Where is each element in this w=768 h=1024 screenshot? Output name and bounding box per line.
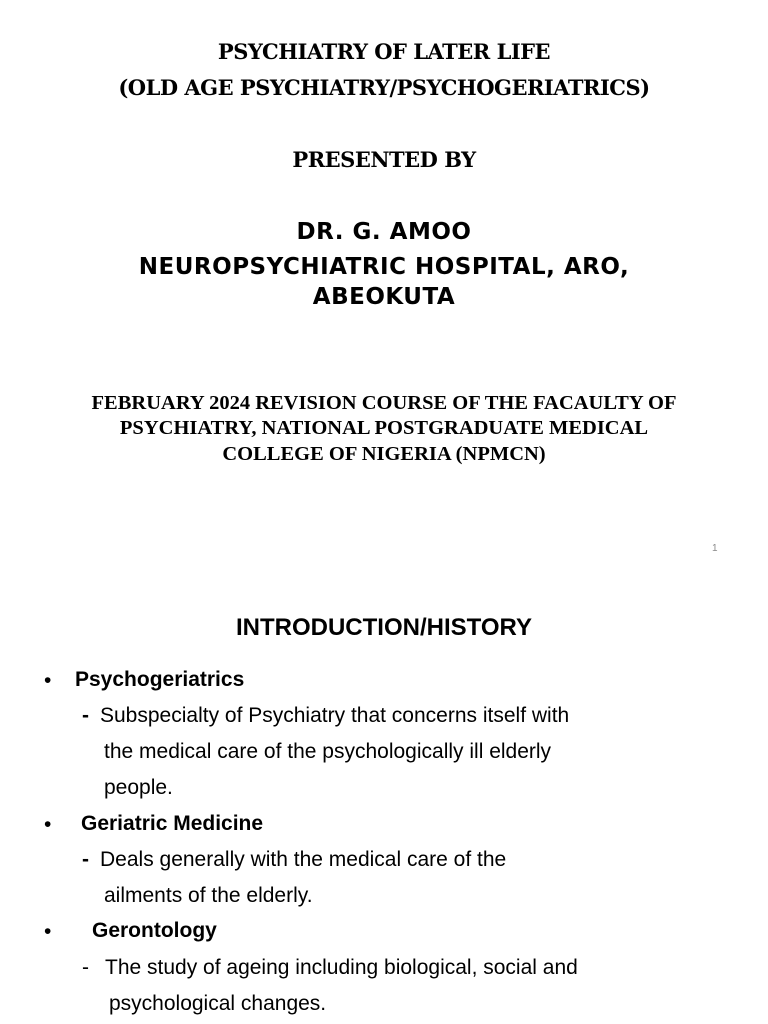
bullet-marker: • (44, 813, 52, 836)
definition-line: Deals generally with the medical care of the (100, 848, 507, 871)
presented-by: PRESENTED BY (292, 147, 476, 172)
term-gerontology: Gerontology (92, 919, 217, 942)
definition-dash: - (82, 848, 89, 871)
bullet-marker: • (44, 920, 52, 943)
page-number: 1 (712, 543, 718, 554)
definition-line: the medical care of the psychologically ill elderly (104, 740, 552, 763)
definition-line: ailments of the elderly. (104, 884, 313, 907)
introduction-slide (0, 576, 768, 1024)
course-line-3: COLLEGE OF NIGERIA (NPMCN) (222, 443, 546, 465)
title-line-2: (OLD AGE PSYCHIATRY/PSYCHOGERIATRICS) (118, 75, 650, 100)
definition-dash: - (82, 704, 89, 727)
presenter-affiliation-line-2: ABEOKUTA (312, 284, 456, 310)
definition-line: The study of ageing including biological, social and (105, 956, 578, 979)
term-psychogeriatrics: Psychogeriatrics (75, 668, 245, 691)
term-geriatric-medicine: Geriatric Medicine (81, 812, 264, 835)
slide-heading: INTRODUCTION/HISTORY (235, 614, 532, 641)
definition-dash: - (82, 956, 89, 979)
presenter-name: DR. G. AMOO (296, 219, 472, 245)
title-line-1: PSYCHIATRY OF LATER LIFE (217, 39, 551, 64)
presenter-affiliation-line-1: NEUROPSYCHIATRIC HOSPITAL, ARO, (138, 254, 630, 280)
definition-line: people. (104, 776, 173, 799)
bullet-marker: • (44, 669, 52, 692)
course-line-2: PSYCHIATRY, NATIONAL POSTGRADUATE MEDICAL (119, 417, 649, 439)
course-line-1: FEBRUARY 2024 REVISION COURSE OF THE FACAULTY OF (91, 392, 677, 414)
definition-line: Subspecialty of Psychiatry that concerns itself with (100, 704, 570, 727)
definition-line: psychological changes. (109, 992, 327, 1015)
